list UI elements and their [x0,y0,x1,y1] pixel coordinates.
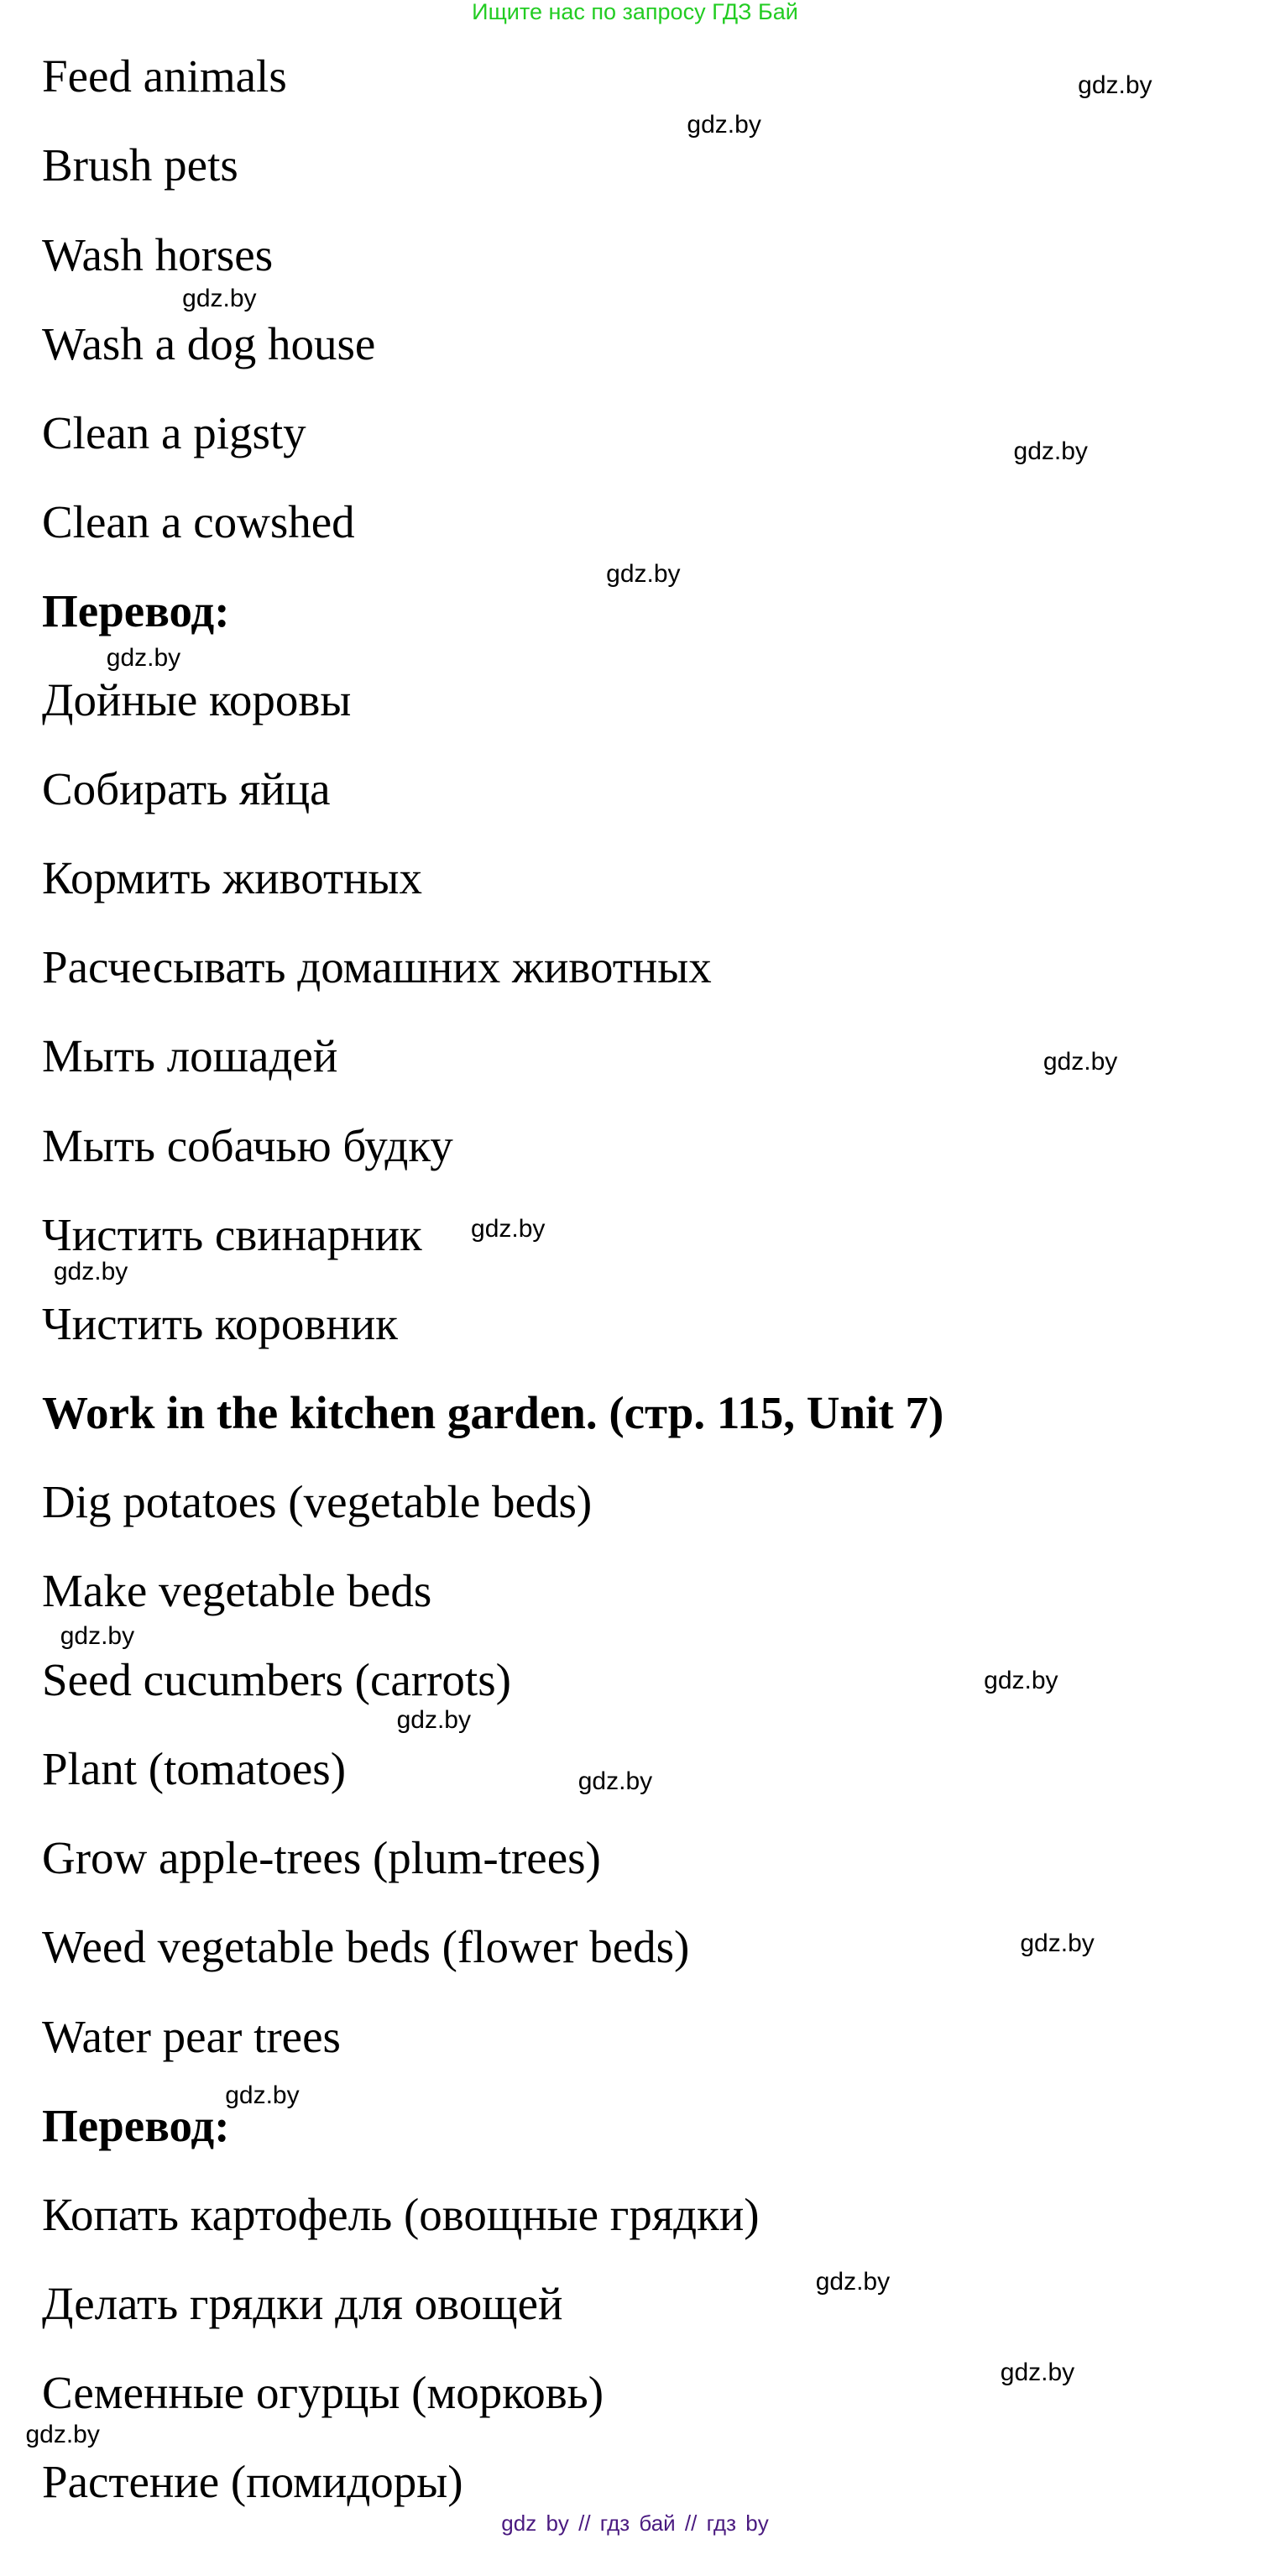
text-line: Clean a pigsty [42,406,306,458]
text-line: Make vegetable beds [42,1565,432,1616]
footer-links[interactable]: gdz by // гдз бай // гдз by [501,2511,769,2536]
text-line: Семенные огурцы (морковь) [42,2366,604,2418]
text-line: Grow apple-trees (plum-trees) [42,1832,601,1884]
watermark: gdz.by [578,1767,653,1796]
text-line: Чистить свинарник [42,1208,422,1260]
text-line: Делать грядки для овощей [42,2277,563,2329]
watermark: gdz.by [687,111,761,139]
watermark: gdz.by [53,1258,128,1285]
text-line: Чистить коровник [42,1297,398,1349]
watermark: gdz.by [182,284,257,312]
watermark: gdz.by [106,644,181,673]
text-line: Кормить животных [42,852,422,904]
watermark: gdz.by [1020,1929,1095,1957]
watermark: gdz.by [60,1622,135,1651]
text-line: Weed vegetable beds (flower beds) [42,1921,690,1973]
text-line: Мыть собачью будку [42,1119,453,1171]
search-hint-banner[interactable]: Ищите нас по запросу ГДЗ Бай [472,0,798,24]
text-line: Копать картофель (овощные грядки) [42,2188,760,2240]
watermark: gdz.by [471,1214,546,1243]
section-heading: Перевод: [42,2099,230,2151]
text-line: Dig potatoes (vegetable beds) [42,1475,593,1527]
text-line: Wash horses [42,228,274,280]
watermark: gdz.by [1078,71,1152,100]
text-line: Мыть лошадей [42,1030,338,1082]
watermark: gdz.by [1000,2358,1075,2386]
text-line: Clean a cowshed [42,495,355,547]
text-line: Расчесывать домашних животных [42,941,712,993]
text-line: Wash a dog house [42,317,376,369]
watermark: gdz.by [25,2421,100,2449]
watermark: gdz.by [815,2267,891,2296]
watermark: gdz.by [225,2081,300,2109]
watermark: gdz.by [606,559,681,588]
watermark: gdz.by [1013,437,1088,466]
text-line: Дойные коровы [42,674,352,725]
text-line: Seed cucumbers (carrots) [42,1654,511,1706]
watermark: gdz.by [396,1706,471,1735]
text-line: Plant (tomatoes) [42,1743,347,1795]
text-line: Собирать яйца [42,763,331,815]
text-line: Brush pets [42,139,238,191]
section-heading: Work in the kitchen garden. (стр. 115, Unit 7) [42,1386,944,1438]
watermark: gdz.by [1043,1048,1118,1076]
text-line: Water pear trees [42,2010,341,2062]
watermark: gdz.by [984,1667,1058,1695]
text-line: Растение (помидоры) [42,2456,463,2507]
text-line: Feed animals [42,50,287,102]
section-heading: Перевод: [42,584,230,636]
